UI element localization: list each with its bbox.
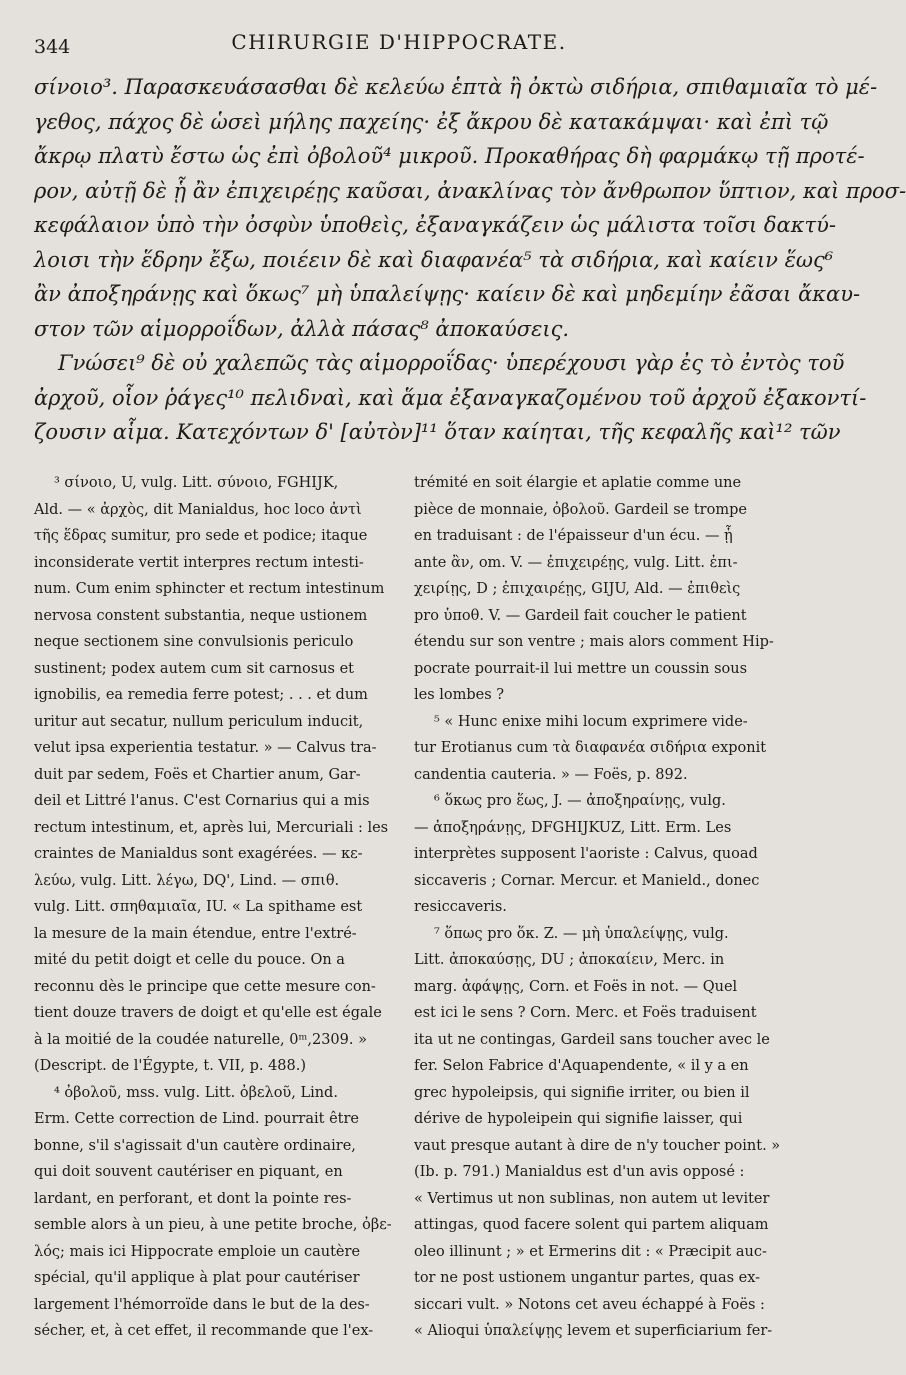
note-line: « Alioqui ὑπαλείψῃς levem et superficiarium fer- bbox=[414, 1323, 773, 1339]
note-line: siccari vult. » Notons cet aveu échappé à Foës : bbox=[414, 1296, 765, 1313]
note-line: siccaveris ; Cornar. Mercur. et Manield., donec bbox=[414, 872, 760, 889]
note-line: (Ib. p. 791.) Manialdus est d'un avis opposé : bbox=[414, 1164, 745, 1180]
note-line: uritur aut secatur, nullum periculum inducit, bbox=[34, 713, 364, 730]
note-line: vaut presque autant à dire de n'y toucher point. » bbox=[414, 1137, 781, 1154]
note-line: trémité en soit élargie et aplatie comme une bbox=[414, 475, 742, 491]
note-line: étendu sur son ventre ; mais alors comment Hip- bbox=[414, 634, 774, 650]
note-line: reconnu dès le principe que cette mesure con- bbox=[34, 978, 376, 995]
note-line: tur Erotianus cum τὰ διαφανέα σιδήρια exponit bbox=[414, 740, 767, 756]
greek-line: στον τῶν αἱμορροΐδων, ἀλλὰ πάσας⁸ ἀποκαύσεις. bbox=[34, 316, 570, 341]
greek-line: ἀρχοῦ, οἷον ῥάγες¹⁰ πελιδναὶ, καὶ ἅμα ἐξαναγκαζομένου τοῦ ἀρχοῦ ἐξακοντί- bbox=[34, 385, 867, 410]
greek-line: κεφάλαιον ὑπὸ τὴν ὀσφὺν ὑποθεὶς, ἐξαναγκάζειν ὡς μάλιστα τοῖσι δακτύ- bbox=[34, 213, 836, 237]
note-line: semble alors à un pieu, à une petite broche, ὀβε- bbox=[34, 1217, 392, 1233]
footnotes-right-column bbox=[414, 470, 781, 1345]
note-line: tor ne post ustionem ungantur partes, quas ex- bbox=[414, 1270, 761, 1286]
note-line: τῆς ἕδρας sumitur, pro sede et podice; itaque bbox=[34, 528, 368, 544]
note-line: mité du petit doigt et celle du pouce. On a bbox=[34, 952, 345, 968]
greek-line: ἄκρῳ πλατὺ ἔστω ὡς ἐπὶ ὀβολοῦ⁴ μικροῦ. Προκαθήρας δὴ φαρμάκῳ τῇ προτέ- bbox=[34, 144, 865, 168]
note-line: pro ὑποθ. V. — Gardeil fait coucher le patient bbox=[414, 607, 747, 624]
note-line: sécher, et, à cet effet, il recommande que l'ex- bbox=[34, 1323, 374, 1339]
note-line: ³ σίνοιο, U, vulg. Litt. σύνοιο, FGHIJK, bbox=[54, 475, 339, 491]
note-line: la mesure de la main étendue, entre l'extré- bbox=[34, 925, 357, 942]
greek-line: ἂν ἀποξηράνῃς καὶ ὅκως⁷ μὴ ὑπαλείψῃς· καίειν δὲ καὶ μηδεμίην ἐᾶσαι ἄκαυ- bbox=[34, 282, 861, 306]
note-line: les lombes ? bbox=[414, 687, 505, 703]
note-line: lardant, en perforant, et dont la pointe res- bbox=[34, 1190, 352, 1207]
note-line: dérive de hypoleipein qui signifie laisser, qui bbox=[414, 1111, 743, 1127]
greek-line: ρον, αὐτῇ δὲ ᾗ ἂν ἐπιχειρέῃς καῦσαι, ἀνακλίνας τὸν ἄνθρωπον ὕπτιον, καὶ προσ- bbox=[34, 178, 906, 203]
greek-line: ζουσιν αἷμα. Κατεχόντων δ' [αὐτὸν]¹¹ ὅταν καίηται, τῆς κεφαλῆς καὶ¹² τῶν bbox=[34, 420, 841, 444]
note-line: λεύω, vulg. Litt. λέγω, DQ', Lind. — σπιθ. bbox=[34, 872, 340, 889]
note-line: (Descript. de l'Égypte, t. VII, p. 488.) bbox=[34, 1058, 307, 1074]
note-line: bonne, s'il s'agissait d'un cautère ordinaire, bbox=[34, 1137, 356, 1154]
footnotes bbox=[34, 470, 781, 1368]
page-number: 344 bbox=[34, 36, 71, 58]
note-line: Litt. ἀποκαύσῃς, DU ; ἀποκαίειν, Merc. in bbox=[414, 952, 725, 968]
note-line: oleo illinunt ; » et Ermerins dit : « Præcipit auc- bbox=[414, 1243, 767, 1260]
note-line: grec hypoleipsis, qui signifie irriter, ou bien il bbox=[414, 1084, 750, 1101]
note-line: en traduisant : de l'épaisseur d'un écu. — ᾗ bbox=[414, 528, 733, 544]
note-line: Ald. — « ἀρχὸς, dit Manialdus, hoc loco ἀντὶ bbox=[34, 501, 362, 518]
note-line: ante ἂν, om. V. — ἐπιχειρέῃς, vulg. Litt. ἐπι- bbox=[414, 554, 738, 571]
note-line: pièce de monnaie, ὀβολοῦ. Gardeil se trompe bbox=[414, 501, 747, 518]
note-line: sustinent; podex autem cum sit carnosus et bbox=[34, 660, 355, 677]
note-line: χειρίῃς, D ; ἐπιχαιρέῃς, GIJU, Ald. — ἐπιθεὶς bbox=[414, 581, 741, 597]
note-line: largement l'hémorroïde dans le but de la des- bbox=[34, 1296, 370, 1313]
page-header bbox=[34, 30, 764, 60]
note-line: resiccaveris. bbox=[414, 899, 507, 915]
note-line: ignobilis, ea remedia ferre potest; . . . et dum bbox=[34, 687, 368, 703]
note-line: num. Cum enim sphincter et rectum intestinum bbox=[34, 581, 385, 597]
note-line: neque sectionem sine convulsionis periculo bbox=[34, 634, 354, 650]
note-line: spécial, qu'il applique à plat pour cautériser bbox=[34, 1270, 360, 1286]
greek-line: σίνοιο³. Παρασκευάσασθαι δὲ κελεύω ἑπτὰ ἢ ὀκτὼ σιδήρια, σπιθαμιαῖα τὸ μέ- bbox=[34, 75, 878, 99]
greek-text-block bbox=[34, 70, 906, 450]
note-line: craintes de Manialdus sont exagérées. — κε- bbox=[34, 846, 363, 862]
note-line: ⁶ ὅκως pro ἕως, J. — ἀποξηραίνῃς, vulg. bbox=[434, 793, 726, 809]
note-line: attingas, quod facere solent qui partem aliquam bbox=[414, 1217, 769, 1233]
note-line: est ici le sens ? Corn. Merc. et Foës traduisent bbox=[414, 1005, 757, 1021]
note-line: marg. ἀφάψῃς, Corn. et Foës in not. — Quel bbox=[414, 978, 738, 995]
note-line: qui doit souvent cautériser en piquant, en bbox=[34, 1164, 343, 1180]
note-line: rectum intestinum, et, après lui, Mercuriali : les bbox=[34, 819, 389, 836]
greek-line: Γνώσει⁹ δὲ οὐ χαλεπῶς τὰς αἱμορροΐδας· ὑπερέχουσι γὰρ ἐς τὸ ἐντὸς τοῦ bbox=[58, 351, 845, 375]
note-line: ⁴ ὀβολοῦ, mss. vulg. Litt. ὀβελοῦ, Lind. bbox=[54, 1084, 338, 1101]
greek-line: λοισι τὴν ἕδρην ἔξω, ποιέειν δὲ καὶ διαφανέα⁵ τὰ σιδήρια, καὶ καίειν ἕως⁶ bbox=[34, 247, 834, 272]
note-line: fer. Selon Fabrice d'Aquapendente, « il y a en bbox=[414, 1058, 749, 1074]
note-line: λός; mais ici Hippocrate emploie un cautère bbox=[34, 1243, 361, 1260]
note-line: tient douze travers de doigt et qu'elle est égale bbox=[34, 1005, 382, 1021]
note-line: velut ipsa experientia testatur. » — Calvus tra- bbox=[34, 740, 377, 756]
greek-line: γεθος, πάχος δὲ ὡσεὶ μήλης παχείης· ἐξ ἄκρου δὲ κατακάμψαι· καὶ ἐπὶ τῷ bbox=[34, 109, 829, 134]
note-line: « Vertimus ut non sublinas, non autem ut leviter bbox=[414, 1190, 770, 1207]
note-line: pocrate pourrait-il lui mettre un coussin sous bbox=[414, 660, 748, 677]
note-line: à la moitié de la coudée naturelle, 0ᵐ,2309. » bbox=[34, 1031, 367, 1048]
note-line: Erm. Cette correction de Lind. pourrait être bbox=[34, 1111, 359, 1127]
note-line: ita ut ne contingas, Gardeil sans toucher avec le bbox=[414, 1031, 770, 1048]
note-line: interprètes supposent l'aoriste : Calvus, quoad bbox=[414, 846, 758, 862]
note-line: nervosa constent substantia, neque ustionem bbox=[34, 607, 368, 624]
footnotes-left-column bbox=[34, 470, 392, 1345]
note-line: ⁵ « Hunc enixe mihi locum exprimere vide- bbox=[434, 713, 748, 730]
running-title: CHIRURGIE D'HIPPOCRATE. bbox=[231, 30, 567, 54]
note-line: duit par sedem, Foës et Chartier anum, Gar- bbox=[34, 766, 361, 783]
note-line: — ἀποξηράνῃς, DFGHIJKUZ, Litt. Erm. Les bbox=[414, 819, 732, 836]
note-line: inconsiderate vertit interpres rectum intesti- bbox=[34, 554, 364, 571]
note-line: deil et Littré l'anus. C'est Cornarius qui a mis bbox=[34, 793, 370, 809]
note-line: ⁷ ὅπως pro ὅκ. Z. — μὴ ὑπαλείψῃς, vulg. bbox=[434, 925, 729, 942]
note-line: candentia cauteria. » — Foës, p. 892. bbox=[414, 766, 688, 783]
note-line: vulg. Litt. σπηθαμιαῖα, IU. « La spithame est bbox=[34, 899, 363, 915]
